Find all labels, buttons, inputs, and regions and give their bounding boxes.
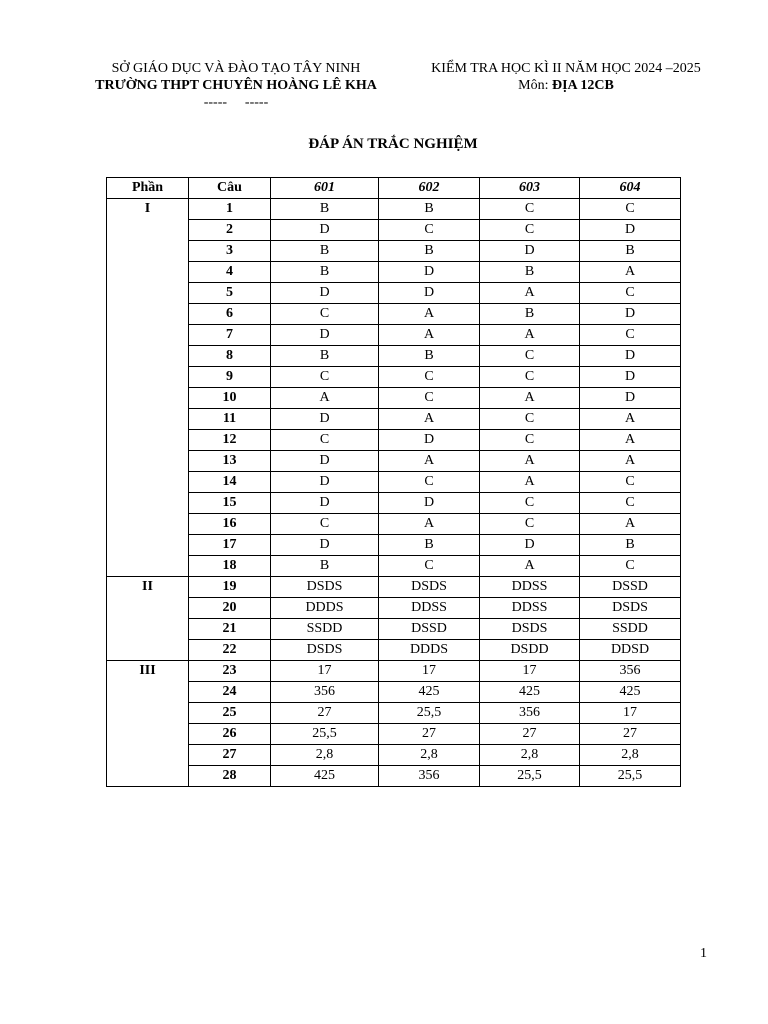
answer-cell: B: [271, 241, 379, 262]
answer-cell: 27: [379, 724, 480, 745]
answer-cell: C: [480, 367, 580, 388]
answer-cell: DDDS: [271, 598, 379, 619]
question-number-cell: 13: [189, 451, 271, 472]
answer-cell: C: [480, 430, 580, 451]
answer-cell: B: [580, 241, 681, 262]
part-cell: III: [107, 661, 189, 787]
answer-cell: DDDS: [379, 640, 480, 661]
table-row: [107, 577, 681, 598]
answer-cell: D: [379, 493, 480, 514]
table-row: [107, 304, 681, 325]
table-row: [107, 493, 681, 514]
answer-cell: 27: [271, 703, 379, 724]
answer-cell: 425: [379, 682, 480, 703]
answer-cell: B: [379, 241, 480, 262]
answer-cell: 356: [580, 661, 681, 682]
question-number-cell: 2: [189, 220, 271, 241]
answer-cell: SSDD: [271, 619, 379, 640]
answer-cell: A: [379, 451, 480, 472]
answer-cell: C: [580, 325, 681, 346]
answer-cell: DSDS: [580, 598, 681, 619]
answer-cell: C: [580, 556, 681, 577]
page-number: 1: [700, 946, 707, 961]
answer-cell: 25,5: [271, 724, 379, 745]
answer-cell: D: [580, 346, 681, 367]
answer-cell: A: [580, 514, 681, 535]
answer-cell: DSDS: [480, 619, 580, 640]
answer-cell: B: [271, 556, 379, 577]
question-number-cell: 16: [189, 514, 271, 535]
answer-cell: DDSS: [480, 577, 580, 598]
answer-cell: 425: [480, 682, 580, 703]
table-row: [107, 451, 681, 472]
answer-cell: D: [271, 409, 379, 430]
table-row: [107, 430, 681, 451]
answer-cell: DDSS: [379, 598, 480, 619]
answer-cell: D: [271, 472, 379, 493]
question-number-cell: 1: [189, 199, 271, 220]
answer-cell: C: [271, 514, 379, 535]
table-row: [107, 514, 681, 535]
answer-cell: A: [480, 283, 580, 304]
question-number-cell: 14: [189, 472, 271, 493]
answer-cell: A: [580, 262, 681, 283]
answer-cell: C: [379, 367, 480, 388]
answer-cell: A: [580, 409, 681, 430]
answer-cell: DSDS: [271, 577, 379, 598]
answer-cell: 425: [580, 682, 681, 703]
table-row: [107, 241, 681, 262]
answer-cell: C: [580, 283, 681, 304]
answer-cell: C: [480, 199, 580, 220]
question-number-cell: 27: [189, 745, 271, 766]
header-code-601: 601: [271, 178, 379, 199]
table-row: [107, 262, 681, 283]
question-number-cell: 15: [189, 493, 271, 514]
answer-cell: A: [379, 325, 480, 346]
question-number-cell: 10: [189, 388, 271, 409]
table-row: [107, 409, 681, 430]
answer-cell: 25,5: [480, 766, 580, 787]
question-number-cell: 5: [189, 283, 271, 304]
answer-cell: D: [480, 241, 580, 262]
answer-cell: DSDS: [379, 577, 480, 598]
answer-cell: A: [480, 556, 580, 577]
table-row: [107, 598, 681, 619]
answer-cell: 17: [379, 661, 480, 682]
header-right: [410, 60, 722, 94]
answer-cell: B: [379, 535, 480, 556]
answer-cell: D: [271, 451, 379, 472]
answer-cell: D: [379, 283, 480, 304]
answer-cell: C: [271, 304, 379, 325]
answer-cell: 25,5: [379, 703, 480, 724]
question-number-cell: 11: [189, 409, 271, 430]
question-number-cell: 8: [189, 346, 271, 367]
header-part: Phần: [107, 178, 189, 199]
part-cell: I: [107, 199, 189, 577]
answer-cell: A: [480, 388, 580, 409]
answer-cell: SSDD: [580, 619, 681, 640]
department-name: SỞ GIÁO DỤC VÀ ĐÀO TẠO TÂY NINH: [111, 61, 361, 76]
question-number-cell: 22: [189, 640, 271, 661]
answer-cell: D: [271, 220, 379, 241]
header-code-604: 604: [580, 178, 681, 199]
answer-cell: C: [480, 409, 580, 430]
answer-cell: B: [480, 262, 580, 283]
table-row: [107, 640, 681, 661]
part-cell: II: [107, 577, 189, 661]
question-number-cell: 12: [189, 430, 271, 451]
answer-cell: 2,8: [271, 745, 379, 766]
answer-cell: D: [580, 388, 681, 409]
answer-cell: DSSD: [580, 577, 681, 598]
subject-value: ĐỊA 12CB: [551, 78, 614, 93]
answer-table-body: [107, 199, 681, 787]
table-row: [107, 367, 681, 388]
answer-cell: C: [480, 514, 580, 535]
answer-cell: 25,5: [580, 766, 681, 787]
school-name: TRƯỜNG THPT CHUYÊN HOÀNG LÊ KHA: [95, 78, 377, 93]
answer-cell: A: [271, 388, 379, 409]
answer-cell: 2,8: [379, 745, 480, 766]
subject-line: [410, 77, 722, 94]
answer-cell: C: [580, 493, 681, 514]
table-row: [107, 745, 681, 766]
answer-cell: 425: [271, 766, 379, 787]
question-number-cell: 21: [189, 619, 271, 640]
header-divider: ----- -----: [210, 95, 262, 110]
answer-cell: 27: [580, 724, 681, 745]
answer-cell: 2,8: [580, 745, 681, 766]
question-number-cell: 19: [189, 577, 271, 598]
answer-cell: DSDD: [480, 640, 580, 661]
document-title: ĐÁP ÁN TRẮC NGHIỆM: [308, 136, 478, 152]
question-number-cell: 26: [189, 724, 271, 745]
answer-cell: 17: [271, 661, 379, 682]
table-row: [107, 682, 681, 703]
answer-cell: B: [271, 199, 379, 220]
table-row: [107, 661, 681, 682]
answer-cell: D: [580, 220, 681, 241]
table-row: [107, 766, 681, 787]
answer-cell: A: [379, 514, 480, 535]
question-number-cell: 7: [189, 325, 271, 346]
answer-cell: B: [271, 262, 379, 283]
answer-cell: B: [580, 535, 681, 556]
answer-table: [106, 177, 681, 787]
table-row: [107, 283, 681, 304]
answer-cell: B: [271, 346, 379, 367]
answer-cell: D: [379, 430, 480, 451]
answer-cell: 356: [379, 766, 480, 787]
subject-label: Môn:: [518, 78, 552, 93]
answer-cell: C: [580, 472, 681, 493]
answer-cell: 2,8: [480, 745, 580, 766]
exam-title: KIỂM TRA HỌC KÌ II NĂM HỌC 2024 –2025: [431, 61, 701, 76]
answer-cell: D: [271, 325, 379, 346]
answer-cell: A: [379, 409, 480, 430]
answer-cell: A: [480, 325, 580, 346]
question-number-cell: 23: [189, 661, 271, 682]
header-question: Câu: [189, 178, 271, 199]
question-number-cell: 6: [189, 304, 271, 325]
answer-cell: A: [580, 451, 681, 472]
question-number-cell: 18: [189, 556, 271, 577]
answer-cell: 17: [480, 661, 580, 682]
answer-cell: D: [271, 283, 379, 304]
answer-cell: A: [480, 451, 580, 472]
answer-cell: A: [480, 472, 580, 493]
answer-cell: C: [480, 493, 580, 514]
answer-cell: DSSD: [379, 619, 480, 640]
answer-cell: 17: [580, 703, 681, 724]
table-row: [107, 472, 681, 493]
question-number-cell: 24: [189, 682, 271, 703]
answer-cell: C: [379, 388, 480, 409]
table-row: [107, 556, 681, 577]
answer-cell: B: [379, 346, 480, 367]
answer-cell: A: [379, 304, 480, 325]
table-row: [107, 619, 681, 640]
question-number-cell: 20: [189, 598, 271, 619]
header-code-602: 602: [379, 178, 480, 199]
answer-cell: DSDS: [271, 640, 379, 661]
answer-cell: 27: [480, 724, 580, 745]
answer-cell: DDSD: [580, 640, 681, 661]
answer-cell: D: [480, 535, 580, 556]
answer-cell: D: [271, 535, 379, 556]
question-number-cell: 4: [189, 262, 271, 283]
table-row: [107, 346, 681, 367]
answer-cell: 356: [480, 703, 580, 724]
answer-cell: C: [271, 367, 379, 388]
question-number-cell: 9: [189, 367, 271, 388]
answer-cell: B: [480, 304, 580, 325]
table-row: [107, 388, 681, 409]
question-number-cell: 25: [189, 703, 271, 724]
answer-cell: C: [271, 430, 379, 451]
table-row: [107, 220, 681, 241]
question-number-cell: 3: [189, 241, 271, 262]
table-header-row: [107, 178, 681, 199]
answer-cell: A: [580, 430, 681, 451]
answer-cell: D: [580, 304, 681, 325]
header-code-603: 603: [480, 178, 580, 199]
answer-cell: DDSS: [480, 598, 580, 619]
answer-cell: C: [580, 199, 681, 220]
question-number-cell: 17: [189, 535, 271, 556]
table-row: [107, 325, 681, 346]
answer-cell: C: [379, 220, 480, 241]
answer-cell: 356: [271, 682, 379, 703]
answer-cell: C: [480, 346, 580, 367]
table-row: [107, 724, 681, 745]
answer-cell: C: [379, 472, 480, 493]
answer-cell: C: [379, 556, 480, 577]
table-row: [107, 703, 681, 724]
answer-cell: B: [379, 199, 480, 220]
answer-cell: D: [271, 493, 379, 514]
table-row: [107, 535, 681, 556]
answer-cell: C: [480, 220, 580, 241]
header-left: [60, 60, 412, 111]
answer-cell: D: [379, 262, 480, 283]
question-number-cell: 28: [189, 766, 271, 787]
table-row: [107, 199, 681, 220]
answer-cell: D: [580, 367, 681, 388]
